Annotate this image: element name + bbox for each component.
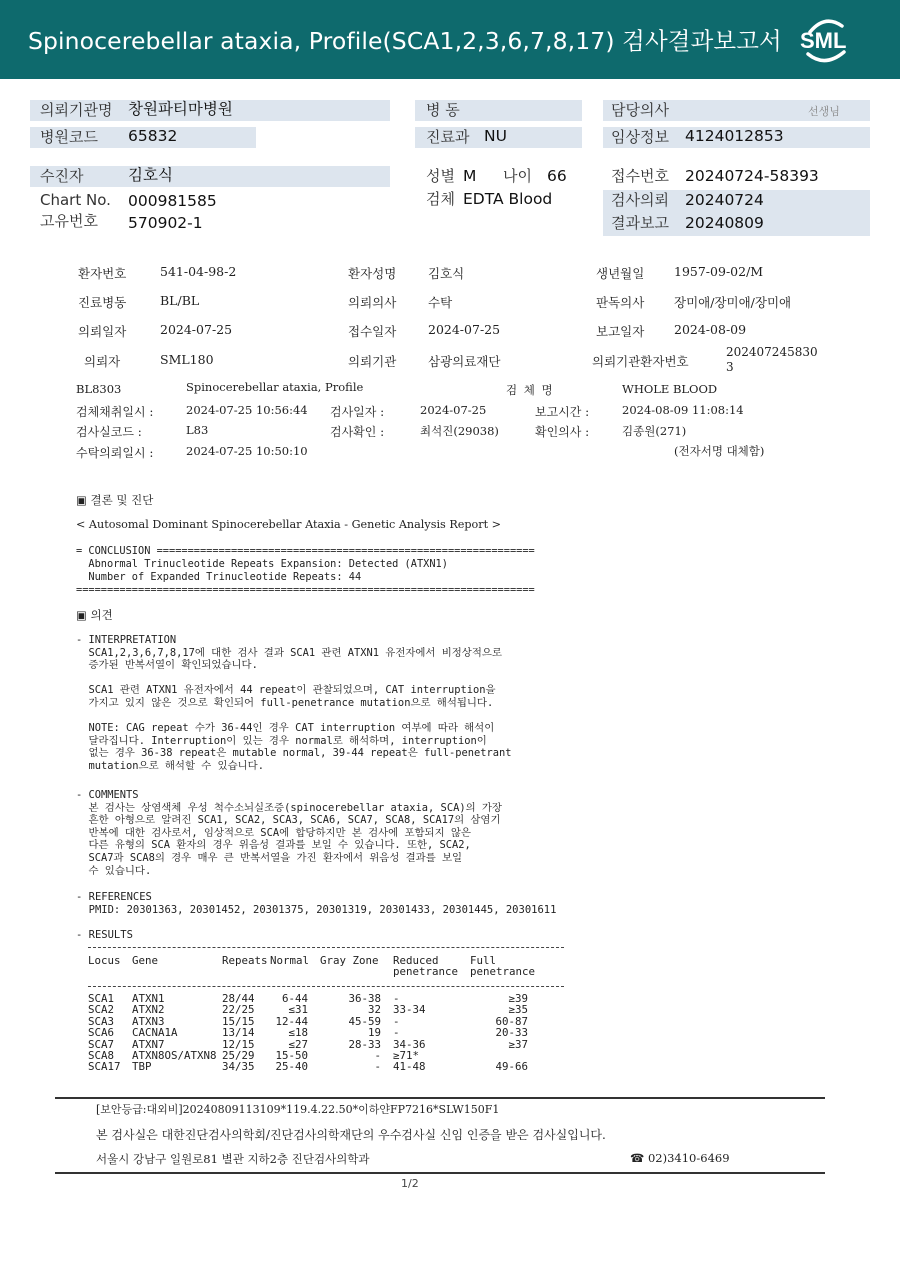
clinic-label: 임상정보 bbox=[611, 128, 669, 146]
dept-label: 진료과 bbox=[426, 128, 470, 146]
receipt-label: 접수번호 bbox=[611, 167, 669, 185]
info-bar-patient bbox=[30, 166, 390, 187]
specimen-value: EDTA Blood bbox=[463, 190, 553, 208]
results-header bbox=[88, 955, 540, 978]
age-label: 나이 bbox=[503, 167, 532, 185]
inner-conf: 최석진(29038) bbox=[420, 424, 499, 438]
inst-label: 의뢰기관명 bbox=[40, 101, 113, 119]
inner-conf-label: 검사확인 : bbox=[330, 425, 385, 439]
inner-dob: 1957-09-02/M bbox=[674, 264, 764, 279]
inner-rpno-2: 3 bbox=[726, 360, 734, 374]
table-cell: SCA8 bbox=[88, 1049, 115, 1063]
report-value: 20240809 bbox=[685, 214, 764, 232]
inner-room-label: 검사실코드 : bbox=[76, 425, 142, 439]
inner-room: L83 bbox=[186, 423, 209, 437]
section-conclusion-heading: ▣ 결론 및 진단 bbox=[76, 493, 154, 507]
table-cell: ATXN1 bbox=[132, 992, 165, 1005]
address-line: 서울시 강남구 일원로81 별관 지하2층 진단검사의학과 bbox=[96, 1152, 370, 1166]
logo-text: SML bbox=[800, 28, 847, 53]
table-cell: CACNA1A bbox=[132, 1026, 178, 1040]
table-cell: ≤18 bbox=[288, 1026, 308, 1040]
inner-judge-label: 판독의사 bbox=[596, 295, 645, 310]
inner-rtime-label: 보고시간 : bbox=[535, 405, 590, 419]
table-cell: 12/15 bbox=[222, 1037, 255, 1051]
table-cell: 34-36 bbox=[393, 1037, 426, 1051]
inner-rdoc-label: 의뢰의사 bbox=[348, 295, 397, 310]
col-repeats: Repeats bbox=[222, 954, 268, 967]
inner-cdoc: 김종원(271) bbox=[622, 424, 687, 438]
results-table bbox=[88, 993, 540, 1073]
inner-rdate: 2024-07-25 bbox=[160, 322, 233, 337]
req-label: 검사의뢰 bbox=[611, 191, 669, 209]
col-normal: Normal bbox=[270, 954, 310, 967]
req-value: 20240724 bbox=[685, 191, 764, 209]
inner-rep-label: 보고일자 bbox=[596, 324, 645, 339]
col-locus: Locus bbox=[88, 954, 121, 967]
table-cell: ATXN2 bbox=[132, 1003, 165, 1017]
table-cell: - bbox=[393, 992, 400, 1005]
table-cell: 13/14 bbox=[222, 1026, 255, 1040]
table-cell: 25-40 bbox=[275, 1060, 308, 1074]
table-cell: 22/25 bbox=[222, 1003, 255, 1017]
sml-swoosh-logo bbox=[796, 12, 854, 68]
doctor-label: 담당의사 bbox=[611, 101, 669, 119]
inner-acc: 2024-07-25 10:50:10 bbox=[186, 444, 308, 458]
inner-pid-label: 환자번호 bbox=[78, 266, 127, 281]
conclusion-block: = CONCLUSION ============================================================= Abnormal Trinucleotide Repeats Expansion: Detected (ATXN1) Number of Expanded Trinucleotide Repeats: 44 ========================================================================== bbox=[76, 545, 535, 596]
patient-label: 수진자 bbox=[40, 167, 84, 185]
phone-line: ☎ 02)3410-6469 bbox=[630, 1151, 730, 1165]
inner-rpno-1: 202407245830 bbox=[726, 345, 818, 359]
inner-rinst-label: 의뢰기관 bbox=[348, 354, 397, 369]
receipt-value: 20240724-58393 bbox=[685, 167, 819, 185]
table-cell: 15-50 bbox=[275, 1049, 308, 1063]
page-number: 1/2 bbox=[401, 1177, 419, 1190]
report-label: 결과보고 bbox=[611, 214, 669, 232]
table-cell: 19 bbox=[367, 1026, 381, 1040]
clinic-value: 4124012853 bbox=[685, 127, 784, 145]
table-cell: 6-44 bbox=[281, 992, 308, 1005]
inner-ward-label: 진료병동 bbox=[78, 295, 127, 310]
table-cell: ≥71* bbox=[393, 1049, 420, 1063]
col-gene: Gene bbox=[132, 954, 159, 967]
col-reduced: Reduced bbox=[393, 954, 439, 967]
inner-rqr-label: 의뢰자 bbox=[84, 354, 121, 369]
inner-coll-label: 검체채취일시 : bbox=[76, 405, 154, 419]
inner-tdate-label: 검사일자 : bbox=[330, 405, 385, 419]
table-cell: 28/44 bbox=[222, 992, 255, 1005]
doctor-suffix: 선생님 bbox=[808, 105, 840, 118]
table-cell: - bbox=[374, 1060, 381, 1074]
chart-label: Chart No. bbox=[40, 191, 111, 209]
table-cell: 32 bbox=[367, 1003, 381, 1017]
inner-rdate-label: 의뢰일자 bbox=[78, 324, 127, 339]
col-grayzone: Gray Zone bbox=[320, 954, 379, 967]
inner-dob-label: 생년월일 bbox=[596, 266, 645, 281]
inner-spec: WHOLE BLOOD bbox=[622, 382, 718, 396]
sex-label: 성별 bbox=[426, 167, 455, 185]
inner-recv-label: 접수일자 bbox=[348, 324, 397, 339]
footer-rule-bottom bbox=[55, 1172, 825, 1174]
table-cell: 34/35 bbox=[222, 1060, 255, 1074]
sex-value: M bbox=[463, 167, 477, 185]
inner-esign: (전자서명 대체함) bbox=[674, 444, 765, 458]
age-value: 66 bbox=[547, 167, 567, 185]
uid-value: 570902-1 bbox=[128, 214, 203, 232]
col-full: Full bbox=[470, 954, 497, 967]
interpretation-block: - INTERPRETATION SCA1,2,3,6,7,8,17에 대한 검사 결과 SCA1 관련 ATXN1 유전자에서 비정상적으로 증가된 반복서열이 확인되었습니다. SCA1 관련 ATXN1 유전자에서 44 repeat이 관찰되었으며, CAT interruption을 가지고 있지 않은 것으로 확인되어 full-penetrance mutation으로 해석됩니다. NOTE: CAG repeat 수가 36-44인 경우 CAT interruption 여부에 따라 해석이 달라집니다. Interruption이 있는 경우 normal로 해석하며, interruption이 없는 경우 36-38 repeat은 mutable normal, 39-44 repeat은 full-penetrant mutation으로 해석할 수 있습니다. bbox=[76, 634, 512, 772]
table-cell: - bbox=[393, 1014, 400, 1028]
inner-rep: 2024-08-09 bbox=[674, 322, 747, 337]
table-cell: 15/15 bbox=[222, 1014, 255, 1028]
table-cell: 20-33 bbox=[495, 1026, 528, 1040]
table-cell: 41-48 bbox=[393, 1060, 426, 1074]
table-cell: 12-44 bbox=[275, 1014, 308, 1028]
col-full-2: penetrance bbox=[470, 965, 536, 979]
table-row bbox=[88, 1027, 540, 1038]
col-reduced-2: penetrance bbox=[393, 965, 459, 979]
chart-value: 000981585 bbox=[128, 192, 217, 210]
dept-value: NU bbox=[484, 127, 507, 145]
inner-cdoc-label: 확인의사 : bbox=[535, 425, 590, 439]
table-cell: ATXN3 bbox=[132, 1014, 165, 1028]
table-row bbox=[88, 1061, 540, 1072]
inner-recv: 2024-07-25 bbox=[428, 322, 501, 337]
ward-label: 병 동 bbox=[426, 101, 460, 119]
table-row bbox=[88, 1050, 540, 1061]
inner-pname-label: 환자성명 bbox=[348, 266, 397, 281]
table-cell: TBP bbox=[132, 1060, 152, 1074]
inner-acc-label: 수탁의뢰일시 : bbox=[76, 446, 154, 460]
certification-line: 본 검사실은 대한진단검사의학회/진단검사의학재단의 우수검사실 신임 인증을 받은 검사실입니다. bbox=[96, 1128, 606, 1142]
table-cell: ≥37 bbox=[508, 1037, 528, 1051]
references-block: - REFERENCES PMID: 20301363, 20301452, 20301375, 20301319, 20301433, 20301445, 20301611 bbox=[76, 891, 557, 916]
table-cell: SCA7 bbox=[88, 1037, 115, 1051]
inner-test-name: Spinocerebellar ataxia, Profile bbox=[186, 380, 364, 394]
results-rule-mid bbox=[88, 986, 564, 987]
specimen-label: 검체 bbox=[426, 190, 455, 208]
report-subtitle: < Autosomal Dominant Spinocerebellar Ataxia - Genetic Analysis Report > bbox=[76, 518, 502, 531]
footer-rule-top bbox=[55, 1097, 825, 1099]
results-rule-top bbox=[88, 947, 564, 948]
table-cell: 45-59 bbox=[348, 1014, 381, 1028]
table-cell: ATXN8OS/ATXN8 bbox=[132, 1049, 217, 1063]
security-line: [보안등급:대외비]20240809113109*119.4.22.50*이하얀FP7216*SLW150F1 bbox=[96, 1103, 500, 1116]
table-cell: SCA17 bbox=[88, 1060, 121, 1074]
table-cell: SCA2 bbox=[88, 1003, 115, 1017]
inner-pid: 541-04-98-2 bbox=[160, 264, 237, 279]
table-cell: 60-87 bbox=[495, 1014, 528, 1028]
table-cell: 36-38 bbox=[348, 992, 381, 1005]
inst-value: 창원파티마병원 bbox=[128, 100, 233, 118]
comments-block: - COMMENTS 본 검사는 상염색체 우성 척수소뇌실조증(spinocerebellar ataxia, SCA)의 가장 흔한 아형으로 알려진 SCA1, SCA2, SCA3, SCA6, SCA7, SCA8, SCA17의 삼염기 반복에 대한 검사로서, 임상적으로 SCA에 합당하지만 본 검사에 포함되지 않은 다른 유형의 SCA 환자의 경우 위음성 결과를 보일 수 있습니다. 또한, SCA2, SCA7과 SCA8의 경우 매우 큰 반복서열을 가진 환자에서 위음성 결과를 보일 수 있습니다. bbox=[76, 789, 502, 877]
inner-rpno-label: 의뢰기관환자번호 bbox=[592, 354, 689, 369]
section-opinion-heading: ▣ 의견 bbox=[76, 608, 113, 622]
report-header bbox=[0, 0, 900, 79]
uid-label: 고유번호 bbox=[40, 212, 98, 230]
table-cell: SCA1 bbox=[88, 992, 115, 1005]
table-cell: 33-34 bbox=[393, 1003, 426, 1017]
table-cell: 25/29 bbox=[222, 1049, 255, 1063]
table-cell: SCA3 bbox=[88, 1014, 115, 1028]
table-cell: 49-66 bbox=[495, 1060, 528, 1074]
table-cell: ≥35 bbox=[508, 1003, 528, 1017]
inner-rdoc: 수탁 bbox=[428, 295, 453, 310]
inner-pname: 김호식 bbox=[428, 266, 465, 281]
inner-rinst: 삼광의료재단 bbox=[428, 354, 501, 369]
table-cell: ≤27 bbox=[288, 1037, 308, 1051]
results-heading: - RESULTS bbox=[76, 929, 133, 941]
table-cell: ≥39 bbox=[508, 992, 528, 1005]
table-cell: ≤31 bbox=[288, 1003, 308, 1017]
inner-spec-label: 검 체 명 bbox=[506, 383, 553, 397]
inner-rtime: 2024-08-09 11:08:14 bbox=[622, 403, 744, 417]
patient-value: 김호식 bbox=[128, 166, 173, 184]
table-cell: - bbox=[374, 1049, 381, 1063]
inner-rqr: SML180 bbox=[160, 352, 214, 367]
inner-judge: 장미애/장미애/장미애 bbox=[674, 295, 792, 310]
inner-test-code: BL8303 bbox=[76, 382, 122, 396]
table-cell: - bbox=[393, 1026, 400, 1040]
table-cell: 28-33 bbox=[348, 1037, 381, 1051]
inner-coll: 2024-07-25 10:56:44 bbox=[186, 403, 308, 417]
report-title: Spinocerebellar ataxia, Profile(SCA1,2,3,6,7,8,17) 검사결과보고서 bbox=[28, 27, 782, 55]
inner-tdate: 2024-07-25 bbox=[420, 403, 487, 417]
inner-ward: BL/BL bbox=[160, 293, 200, 308]
table-cell: ATXN7 bbox=[132, 1037, 165, 1051]
code-value: 65832 bbox=[128, 127, 178, 145]
code-label: 병원코드 bbox=[40, 128, 98, 146]
table-cell: SCA6 bbox=[88, 1026, 115, 1040]
